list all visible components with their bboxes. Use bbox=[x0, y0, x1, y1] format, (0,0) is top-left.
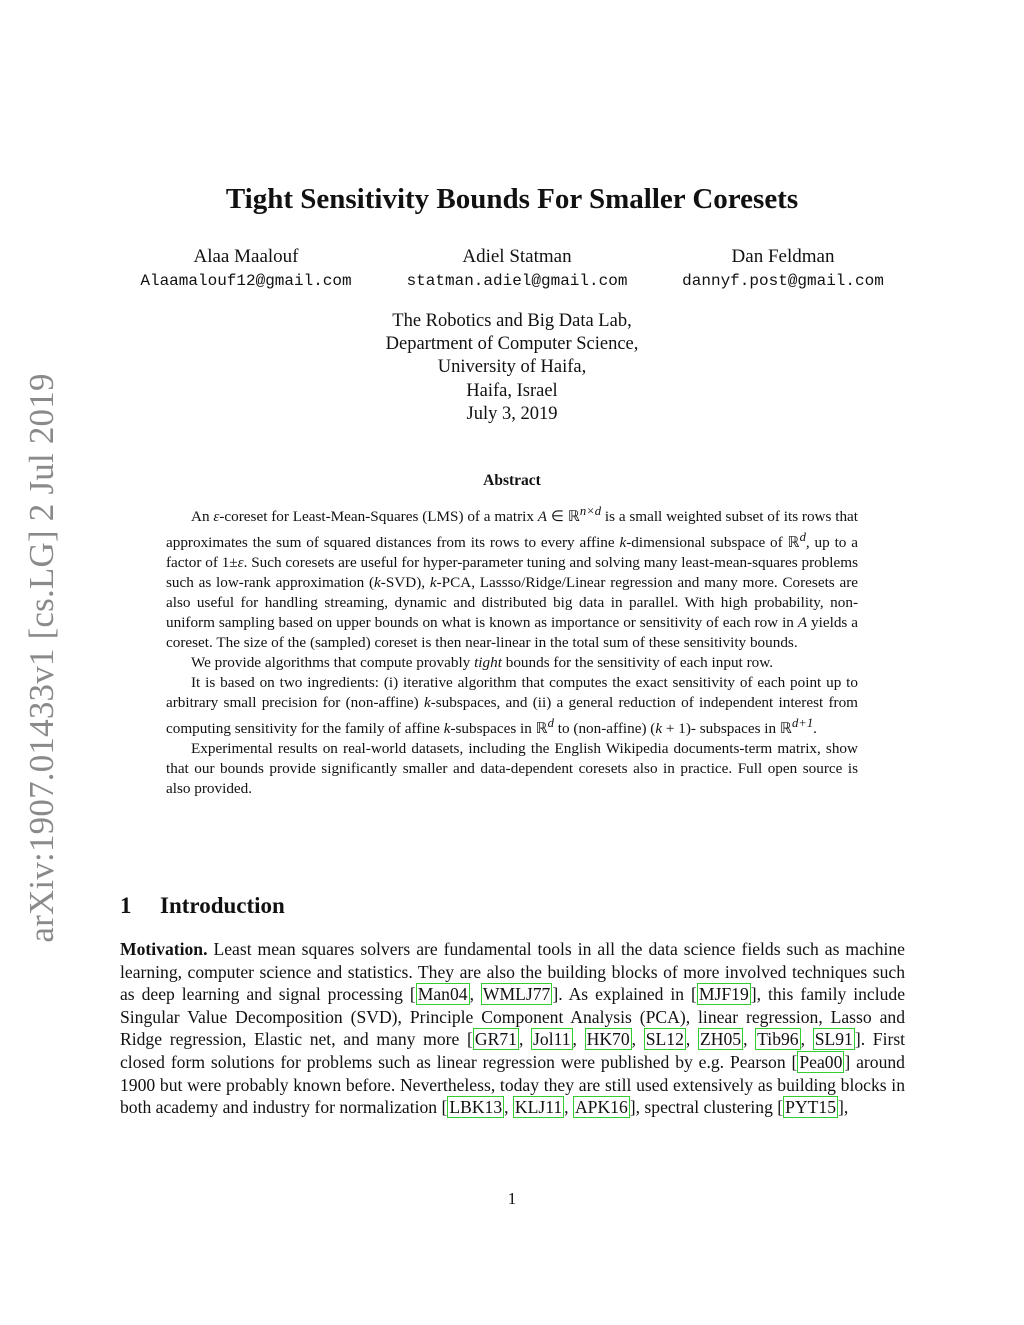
abstract-paragraph: It is based on two ingredients: (i) iterative algorithm that computes the exact sensitivity of each point up to arbitrary small precision for (non-affine) k-subspaces, and (ii) a general reduction of independent interest from computing sensitivity for the family of affine k-subspaces in ℝ$^d$ to (non-affine) (k + 1)- subspaces in ℝ$^{d+1}$. bbox=[166, 674, 858, 738]
author-name: Adiel Statman bbox=[462, 246, 572, 267]
author-1 bbox=[96, 245, 396, 293]
abstract-paragraph: We provide algorithms that compute provably tight bounds for the sensitivity of each input row. bbox=[191, 654, 773, 672]
paper-date: July 3, 2019 bbox=[466, 403, 558, 424]
citation-link[interactable]: MJF19 bbox=[698, 984, 749, 1005]
section-title: Introduction bbox=[160, 893, 285, 918]
section-heading bbox=[120, 893, 285, 919]
intro-paragraph: Motivation. Least mean squares solvers are fundamental tools in all the data science fields such as machine learning, computer science and statistics. They are also the building blocks of more involved techniques such as deep learning and signal processing [ Man04 , WMLJ77 ]. As explained in [ MJF19 ], this family include Singular Value Decomposition (SVD), Principle Component Analysis (PCA), linear regression, Lasso and Ridge regression, Elastic net, and many more [ GR71 , Jol11 , HK70 , SL12 , ZH05 , Tib96 , SL91 ]. First closed form solutions for problems such as linear regression were published by e.g. Pearson [ Pea00 ] around 1900 but were probably known before. Nevertheless, today they are still used extensively as building blocks in both academy and industry for normalization [ LBK13 , KLJ11 , APK16 ], spectral clustering [ PYT15 ], bbox=[120, 939, 906, 1118]
citation-link[interactable]: Man04 bbox=[417, 984, 468, 1005]
citation-link[interactable]: HK70 bbox=[586, 1029, 630, 1050]
author-2 bbox=[367, 245, 667, 293]
affiliation-line: University of Haifa, bbox=[437, 357, 587, 378]
author-email: statman.adiel@gmail.com bbox=[406, 272, 628, 290]
citation-link[interactable]: SL91 bbox=[814, 1029, 853, 1050]
citation-link[interactable]: Tib96 bbox=[757, 1029, 799, 1050]
intro-body bbox=[120, 938, 905, 1119]
abstract-paragraph: An ε-coreset for Least-Mean-Squares (LMS) of a matrix A ∈ ℝ$^{n\times d}$ is a small weighted subset of its rows that approximates the sum of squared distances from its rows to every affine k-dimensional subspace of ℝ$^d$, up to a factor of 1±ε. Such coresets are useful for hyper-parameter tuning and solving many least-mean-squares problems such as low-rank approximation (k-SVD), k-PCA, Lassso/Ridge/Linear regression and many more. Coresets are also useful for handling streaming, dynamic and distributed big data in parallel. With high probability, non-uniform sampling based on upper bounds on what is known as importance or sensitivity of each row in A yields a coreset. The size of the (sampled) coreset is then near-linear in the total sum of these sensitivity bounds. bbox=[166, 504, 859, 652]
author-email: dannyf.post@gmail.com bbox=[682, 272, 884, 290]
citation-link[interactable]: Pea00 bbox=[799, 1051, 843, 1072]
section-number: 1 bbox=[120, 893, 132, 918]
citation-link[interactable]: KLJ11 bbox=[514, 1097, 563, 1118]
citation-link[interactable]: WMLJ77 bbox=[482, 984, 551, 1005]
citation-link[interactable]: APK16 bbox=[574, 1097, 628, 1118]
citation-link[interactable]: Jol11 bbox=[533, 1029, 571, 1050]
citation-link[interactable]: PYT15 bbox=[785, 1097, 837, 1118]
affiliation-line: Department of Computer Science, bbox=[385, 334, 639, 355]
author-3 bbox=[633, 245, 933, 293]
page-number: 1 bbox=[507, 1189, 517, 1208]
affiliation-line: Haifa, Israel bbox=[466, 380, 558, 401]
abstract-paragraph: Experimental results on real-world datasets, including the English Wikipedia documents-term matrix, show that our bounds provide significantly smaller and data-dependent coresets also in practice. Full open source is also provided. bbox=[166, 740, 858, 798]
author-email: Alaamalouf12@gmail.com bbox=[140, 272, 352, 290]
citation-link[interactable]: ZH05 bbox=[700, 1029, 742, 1050]
abstract-heading: Abstract bbox=[483, 472, 541, 489]
author-name: Dan Feldman bbox=[731, 246, 835, 267]
citation-link[interactable]: SL12 bbox=[645, 1029, 684, 1050]
paper-title: Tight Sensitivity Bounds For Smaller Coresets bbox=[225, 183, 799, 215]
affiliation-line: The Robotics and Big Data Lab, bbox=[392, 311, 632, 331]
citation-link[interactable]: LBK13 bbox=[449, 1097, 503, 1118]
citation-link[interactable]: GR71 bbox=[474, 1029, 517, 1050]
run-in-heading: Motivation. bbox=[120, 939, 208, 959]
affiliation bbox=[0, 310, 1024, 426]
arxiv-id: arXiv:1907.01433v1 [cs.LG] 2 Jul 2019 bbox=[22, 373, 61, 943]
author-name: Alaa Maalouf bbox=[193, 246, 299, 267]
abstract-body bbox=[166, 501, 858, 799]
